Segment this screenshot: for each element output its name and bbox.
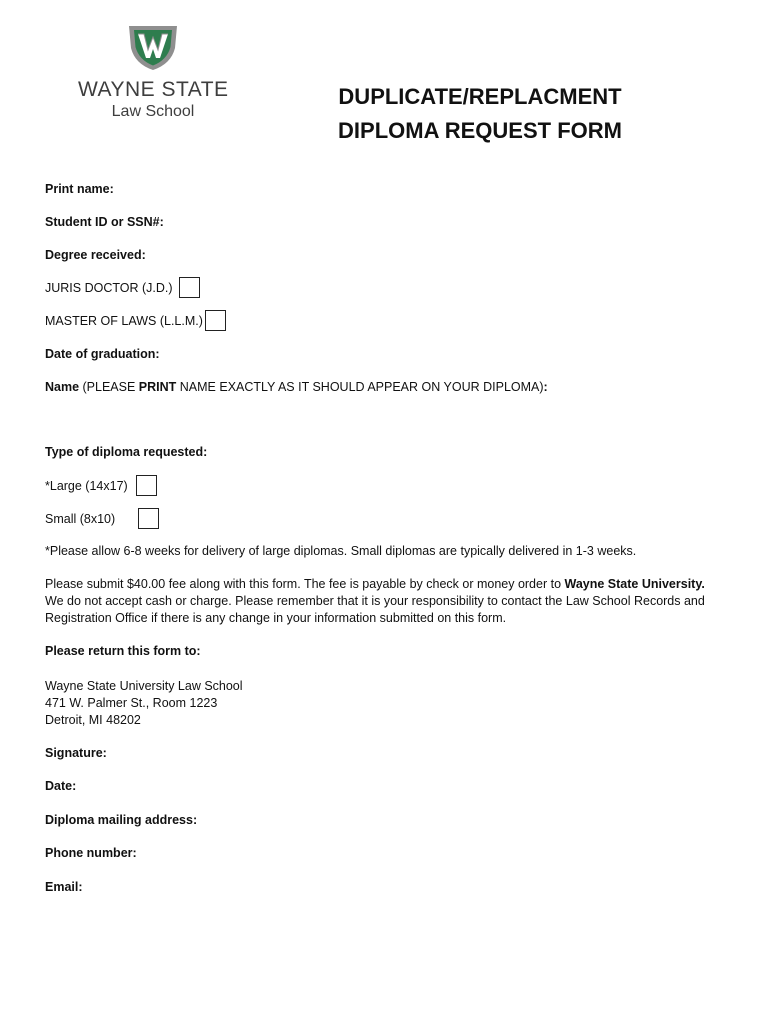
degree-received-label: Degree received:	[45, 248, 146, 262]
address-line-2: 471 W. Palmer St., Room 1223	[45, 696, 218, 710]
diploma-option-large-label: *Large (14x17)	[45, 478, 128, 493]
form-title	[300, 80, 660, 148]
llm-checkbox[interactable]	[205, 310, 226, 331]
degree-option-jd	[45, 277, 200, 298]
logo-title: WAYNE STATE	[78, 78, 229, 101]
fee-payee: Wayne State University.	[564, 577, 705, 591]
fee-line-1-text: Please submit $40.00 fee along with this form. The fee is payable by check or money order to	[45, 577, 565, 591]
degree-option-jd-label: JURIS DOCTOR (J.D.)	[45, 280, 173, 295]
name-colon: :	[543, 380, 548, 394]
diploma-option-large	[45, 475, 157, 496]
address-line-3: Detroit, MI 48202	[45, 713, 141, 727]
degree-option-llm	[45, 310, 226, 331]
logo-subtitle: Law School	[111, 103, 195, 120]
form-title-line-1: DUPLICATE/REPLACMENT	[338, 84, 622, 109]
form-title-line-2: DIPLOMA REQUEST FORM	[338, 118, 622, 143]
jd-checkbox[interactable]	[179, 277, 200, 298]
return-heading: Please return this form to:	[45, 644, 201, 658]
degree-option-llm-label: MASTER OF LAWS (L.L.M.)	[45, 313, 203, 328]
fee-line-1	[45, 576, 735, 593]
date-of-graduation-label: Date of graduation:	[45, 347, 160, 361]
return-address	[45, 678, 735, 729]
large-diploma-checkbox[interactable]	[136, 475, 157, 496]
diploma-option-small-label: Small (8x10)	[45, 511, 116, 526]
wayne-state-logo	[78, 20, 228, 125]
type-of-diploma-label: Type of diploma requested:	[45, 445, 208, 459]
name-instruction	[45, 379, 548, 395]
shield-icon	[125, 20, 181, 72]
delivery-note: *Please allow 6-8 weeks for delivery of large diplomas. Small diplomas are typically delivered in 1-3 weeks.	[45, 544, 637, 558]
mailing-address-label: Diploma mailing address:	[45, 813, 198, 827]
fee-line-2: We do not accept cash or charge. Please remember that it is your responsibility to contact the Law School Records and	[45, 594, 705, 608]
signature-label: Signature:	[45, 746, 107, 760]
small-diploma-checkbox[interactable]	[138, 508, 159, 529]
date-label: Date:	[45, 779, 77, 793]
fee-line-3: Registration Office if there is any change in your information submitted on this form.	[45, 611, 507, 625]
address-line-1: Wayne State University Law School	[45, 679, 243, 693]
print-name-label: Print name:	[45, 182, 114, 196]
email-label: Email:	[45, 880, 83, 894]
student-id-label: Student ID or SSN#:	[45, 215, 164, 229]
diploma-option-small	[45, 508, 159, 529]
name-label: Name	[45, 380, 80, 394]
name-note-print: PRINT	[138, 380, 177, 394]
phone-number-label: Phone number:	[45, 846, 137, 860]
name-note-pre: (PLEASE	[79, 380, 139, 394]
name-note-post: NAME EXACTLY AS IT SHOULD APPEAR ON YOUR DIPLOMA)	[176, 380, 544, 394]
fee-paragraph	[45, 576, 735, 627]
